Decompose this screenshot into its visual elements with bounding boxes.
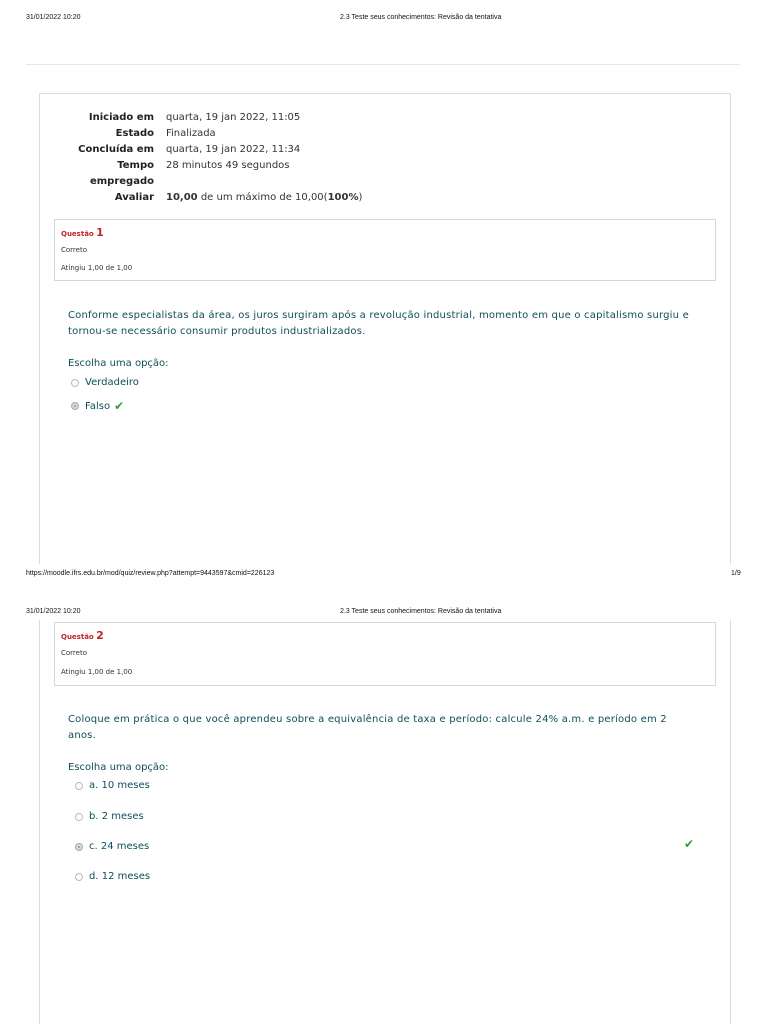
option-prompt: Escolha uma opção:	[68, 358, 169, 369]
option-c[interactable]	[75, 841, 149, 852]
question-grade: Atingiu 1,00 de 1,00	[61, 264, 133, 272]
radio-button[interactable]	[75, 873, 83, 881]
check-icon: ✔	[684, 837, 695, 851]
summary-value	[166, 190, 362, 206]
check-icon: ✔	[114, 399, 125, 413]
summary-label-line: empregado	[89, 176, 154, 187]
radio-button[interactable]	[75, 782, 83, 790]
option-label: b. 2 meses	[89, 811, 144, 822]
summary-label: Iniciado em	[88, 112, 154, 123]
summary-label: Estado	[115, 128, 154, 139]
radio-button[interactable]	[75, 813, 83, 821]
option-true[interactable]	[71, 377, 139, 388]
summary-row-state	[38, 126, 438, 142]
grade-mid: de um máximo de 10,00(	[197, 192, 328, 203]
summary-row-time	[38, 158, 438, 190]
summary-label	[38, 158, 166, 190]
summary-label: Concluída em	[78, 144, 154, 155]
radio-button-selected[interactable]	[75, 843, 83, 851]
question-state: Correto	[61, 649, 87, 657]
summary-row-grade	[38, 190, 438, 206]
radio-button[interactable]	[71, 379, 79, 387]
print-title: 2.3 Teste seus conhecimentos: Revisão da tentativa	[340, 14, 502, 21]
radio-button-selected[interactable]	[71, 402, 79, 410]
question-state: Correto	[61, 246, 87, 254]
summary-label: Avaliar	[114, 192, 154, 203]
question-label: Questão	[61, 230, 94, 238]
footer-page: 1/9	[731, 570, 741, 577]
option-prompt: Escolha uma opção:	[68, 762, 169, 773]
option-label: Falso	[85, 400, 111, 412]
question-text: Conforme especialistas da área, os juros surgiram após a revolução industrial, momento em que o capitalismo surgiu e tornou-se necessário consumir produtos industrializados.	[68, 310, 689, 337]
option-b[interactable]	[75, 811, 144, 822]
question-number	[61, 629, 104, 642]
question-number	[61, 226, 104, 239]
print-title: 2.3 Teste seus conhecimentos: Revisão da tentativa	[340, 608, 502, 615]
question-label: Questão	[61, 633, 94, 641]
print-date: 31/01/2022 10:20	[26, 608, 81, 615]
option-d[interactable]	[75, 871, 150, 882]
question-info-2	[54, 622, 716, 686]
summary-value: quarta, 19 jan 2022, 11:34	[166, 144, 301, 155]
question-text: Coloque em prática o que você aprendeu sobre a equivalência de taxa e período: calcule 24% a.m. e período em 2 anos.	[68, 714, 667, 741]
option-a[interactable]	[75, 780, 150, 791]
divider	[26, 64, 740, 65]
footer-url: https://moodle.ifrs.edu.br/mod/quiz/review.php?attempt=9443597&cmid=226123	[26, 570, 275, 577]
summary-row-started	[38, 110, 438, 126]
summary-value: 28 minutos 49 segundos	[166, 160, 290, 171]
question-number-value: 1	[96, 226, 104, 239]
question-info-1	[54, 219, 716, 281]
option-label: Verdadeiro	[85, 377, 139, 388]
question-number-value: 2	[96, 629, 104, 642]
grade-percent: 100%	[327, 192, 359, 203]
summary-value: quarta, 19 jan 2022, 11:05	[166, 112, 301, 123]
option-label: d. 12 meses	[89, 871, 151, 882]
option-label: c. 24 meses	[89, 841, 150, 852]
attempt-summary	[38, 110, 438, 206]
summary-label-line: Tempo	[117, 160, 154, 171]
option-label: a. 10 meses	[89, 780, 150, 791]
question-grade: Atingiu 1,00 de 1,00	[61, 668, 133, 676]
option-false[interactable]	[71, 399, 124, 413]
print-date: 31/01/2022 10:20	[26, 14, 81, 21]
grade-score: 10,00	[166, 192, 198, 203]
summary-value: Finalizada	[166, 128, 216, 139]
grade-end: )	[358, 192, 363, 203]
summary-row-completed	[38, 142, 438, 158]
